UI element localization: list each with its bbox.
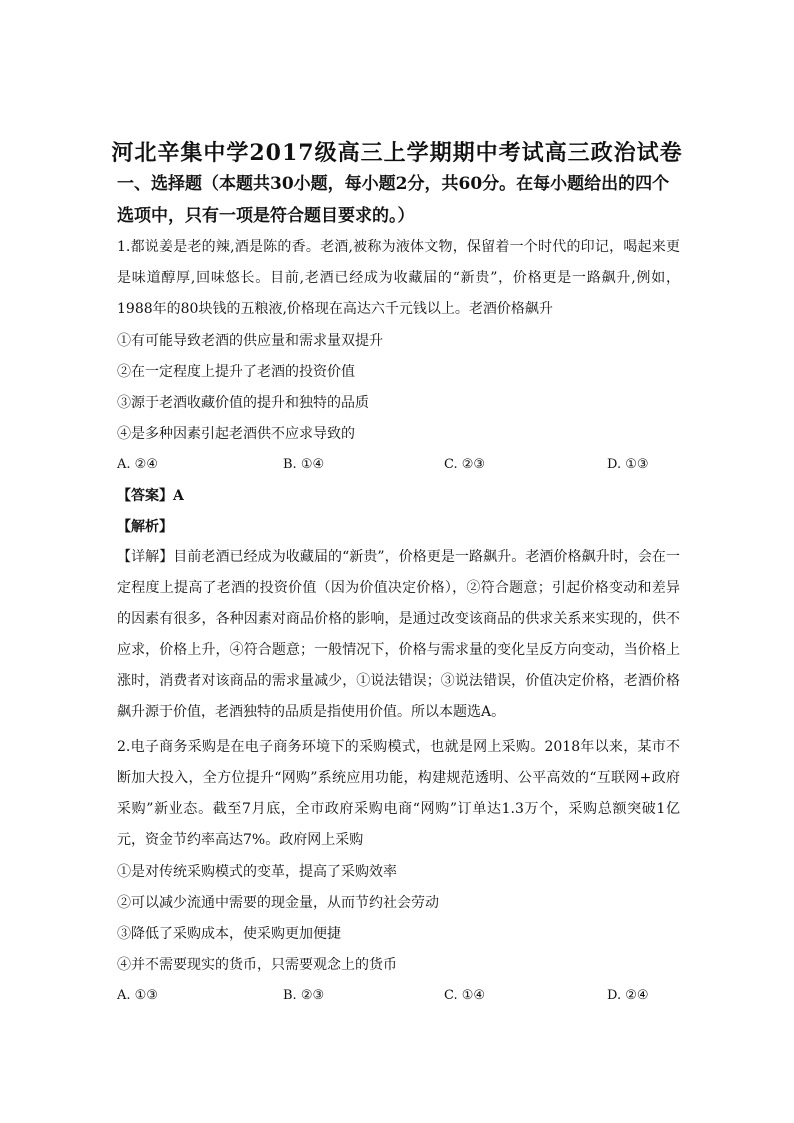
question-2-stem: 2.电子商务采购是在电子商务环境下的采购模式，也就是网上采购。2018年以来，某市不断加大投入，全方位提升“网购”系统应用功能，构建规范透明、公平高效的“互联网+政府采购”新业态。截至7月底，全市政府采购电商“网购”订单达1.3万个，采购总额突破1亿元，资金节约率高达7%。政府网上采购 bbox=[117, 739, 680, 848]
question-1-option-b: B. ①④ bbox=[283, 457, 325, 472]
question-2-statement-1: ①是对传统采购模式的变革，提高了采购效率 bbox=[117, 864, 397, 880]
section-heading: 一、选择题（本题共30小题，每小题2分，共60分。在每小题给出的四个选项中，只有一项是符合题目要求的。） bbox=[117, 174, 670, 226]
question-2-option-c: C. ①④ bbox=[444, 988, 486, 1003]
question-2-option-b: B. ②③ bbox=[283, 988, 325, 1003]
question-1-option-d: D. ①③ bbox=[607, 457, 649, 472]
question-1-option-a: A. ②④ bbox=[117, 457, 158, 472]
question-2-option-a: A. ①③ bbox=[117, 988, 158, 1003]
question-2-statement-4: ④并不需要现实的货币，只需要观念上的货币 bbox=[117, 957, 397, 973]
question-1-statement-3: ③源于老酒收藏价值的提升和独特的品质 bbox=[117, 395, 369, 411]
question-1-answer: 【答案】A bbox=[117, 488, 184, 504]
question-1-statement-4: ④是多种因素引起老酒供不应求导致的 bbox=[117, 426, 355, 442]
question-1-stem: 1.都说姜是老的辣,酒是陈的香。老酒,被称为液体文物，保留着一个时代的印记，喝起来更是味道醇厚,回味悠长。目前,老酒已经成为收藏届的“新贵”，价格更是一路飙升,例如，1988年的80块钱的五粮液,价格现在高达六千元钱以上。老酒价格飙升 bbox=[117, 239, 680, 317]
question-2-option-d: D. ②④ bbox=[607, 988, 649, 1003]
question-2-statement-2: ②可以减少流通中需要的现金量，从而节约社会劳动 bbox=[117, 895, 439, 911]
question-1-option-c: C. ②③ bbox=[444, 457, 486, 472]
exam-title: 河北辛集中学2017级高三上学期期中考试高三政治试卷 bbox=[111, 140, 683, 166]
question-1-detail: 【详解】目前老酒已经成为收藏届的“新贵”，价格更是一路飙升。老酒价格飙升时，会在一定程度上提高了老酒的投资价值（因为价值决定价格），②符合题意；引起价格变动和差异的因素有很多，各种因素对商品价格的影响，是通过改变该商品的供求关系来实现的，供不应求，价格上升，④符合题意；一般情况下，价格与需求量的变化呈反方向变动，当价格上涨时，消费者对该商品的需求量减少，①说法错误；③说法错误，价值决定价格，老酒价格飙升源于价值，老酒独特的品质是指使用价值。所以本题选A。 bbox=[117, 549, 680, 720]
question-1-statement-1: ①有可能导致老酒的供应量和需求量双提升 bbox=[117, 333, 383, 349]
question-2-statement-3: ③降低了采购成本，使采购更加便捷 bbox=[117, 926, 341, 942]
question-1-analysis-label: 【解析】 bbox=[117, 519, 173, 535]
question-1-statement-2: ②在一定程度上提升了老酒的投资价值 bbox=[117, 364, 355, 380]
